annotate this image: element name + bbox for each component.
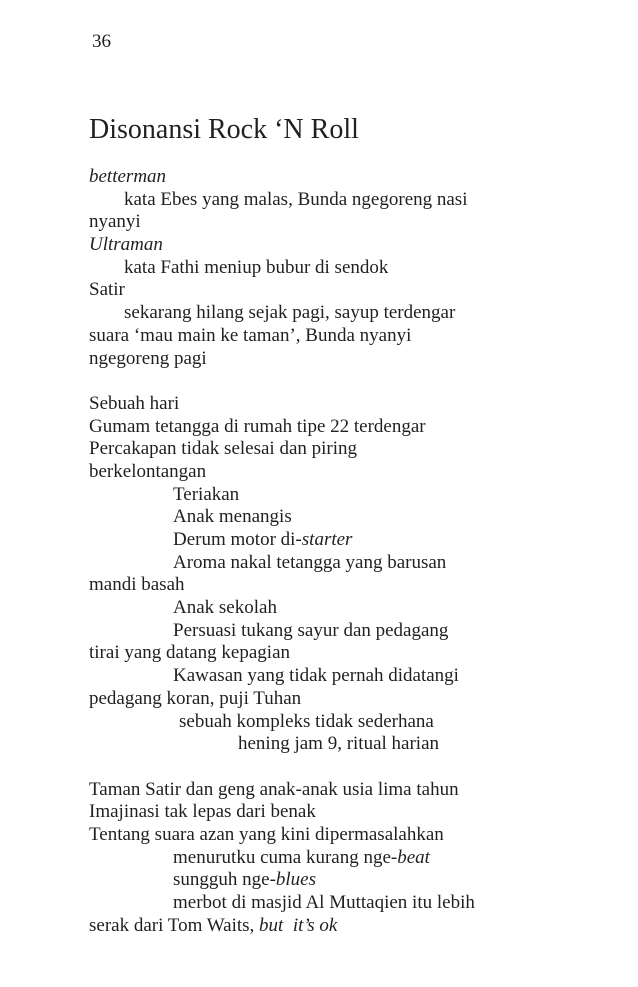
poem-line: Tentang suara azan yang kini dipermasalahkan xyxy=(89,823,444,845)
page-number: 36 xyxy=(92,31,111,52)
line-text: serak dari Tom Waits, xyxy=(89,914,260,936)
poem-body xyxy=(89,166,629,937)
poem-line: Imajinasi tak lepas dari benak xyxy=(89,801,316,823)
poem-line xyxy=(89,529,629,552)
poem-line xyxy=(89,847,629,870)
poem-line: tirai yang datang kepagian xyxy=(89,642,291,664)
poem-line: sebuah kompleks tidak sederhana xyxy=(179,710,434,732)
poem-line: Percakapan tidak selesai dan piring xyxy=(89,438,358,460)
poem-line: Anak sekolah xyxy=(173,597,277,619)
poem-line: Taman Satir dan geng anak-anak usia lima tahun xyxy=(89,778,459,800)
line-text: Derum motor di- xyxy=(173,529,302,550)
poem-title: Disonansi Rock ‘N Roll xyxy=(89,114,359,145)
poem-line: Persuasi tukang sayur dan pedagang xyxy=(173,619,449,641)
poem-line: nyanyi xyxy=(89,211,141,233)
poem-line: suara ‘mau main ke taman’, Bunda nyanyi xyxy=(89,324,412,346)
poem-line: Aroma nakal tetangga yang barusan xyxy=(173,551,447,573)
poem-line: hening jam 9, ritual harian xyxy=(238,733,440,755)
poem-line: Anak menangis xyxy=(173,506,292,528)
poem-line: Kawasan yang tidak pernah didatangi xyxy=(173,665,459,687)
poem-line xyxy=(89,915,629,938)
line-text: menurutku cuma kurang nge- xyxy=(173,846,398,868)
poem-line: Teriakan xyxy=(173,483,240,505)
italic-phrase: but it’s ok xyxy=(259,914,338,936)
poem-line: pedagang koran, puji Tuhan xyxy=(89,687,302,709)
poem-line: kata Fathi meniup bubur di sendok xyxy=(124,256,389,278)
stanza-break xyxy=(89,370,629,393)
line-text: sungguh nge- xyxy=(173,869,276,891)
italic-word: blues xyxy=(275,869,317,891)
poem-line: Sebuah hari xyxy=(89,392,180,414)
poem-line: kata Ebes yang malas, Bunda ngegoreng nasi xyxy=(124,188,468,210)
poem-line: Gumam tetangga di rumah tipe 22 terdengar xyxy=(89,415,426,437)
poem-line: mandi basah xyxy=(89,574,185,596)
italic-word: starter xyxy=(301,529,353,550)
poem-line: merbot di masjid Al Muttaqien itu lebih xyxy=(173,892,475,913)
poem-line: betterman xyxy=(89,166,167,187)
poem-line: berkelontangan xyxy=(89,460,207,482)
poem-line: ngegoreng pagi xyxy=(89,347,207,369)
italic-word: beat xyxy=(397,846,430,868)
stanza-break xyxy=(89,756,629,779)
poem-line: Ultraman xyxy=(89,234,163,256)
poem-line: sekarang hilang sejak pagi, sayup terdengar xyxy=(124,302,456,324)
poem-line: Satir xyxy=(89,279,125,301)
poem-line xyxy=(89,869,629,892)
